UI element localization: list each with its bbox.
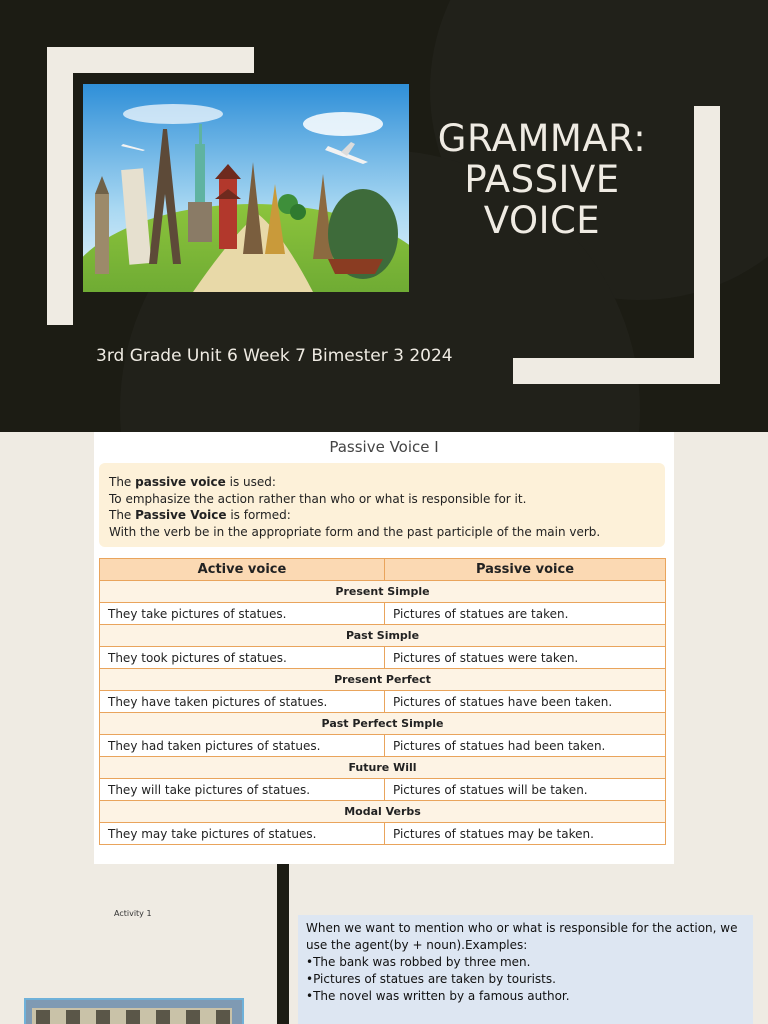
- table-header-row: [100, 559, 666, 581]
- tense-row: [100, 713, 666, 735]
- passive-cell: Pictures of statues are taken.: [385, 603, 666, 625]
- example-item: •The novel was written by a famous author.: [306, 989, 570, 1003]
- passive-cell: Pictures of statues have been taken.: [385, 691, 666, 713]
- column-header-passive: Passive voice: [385, 559, 666, 581]
- active-cell: They took pictures of statues.: [100, 647, 385, 669]
- tense-label: Present Perfect: [100, 669, 666, 691]
- active-cell: They will take pictures of statues.: [100, 779, 385, 801]
- passive-cell: Pictures of statues were taken.: [385, 647, 666, 669]
- active-cell: They had taken pictures of statues.: [100, 735, 385, 757]
- info-line: [109, 507, 655, 524]
- slide-title: [424, 118, 660, 241]
- example-item: •Pictures of statues are taken by tourists.: [306, 972, 556, 986]
- active-cell: They take pictures of statues.: [100, 603, 385, 625]
- table-row: [100, 735, 666, 757]
- agent-intro: When we want to mention who or what is responsible for the action, we use the agent(by + noun).Examples:: [306, 921, 738, 952]
- title-slide: [0, 0, 768, 432]
- frame-bracket-right-bottom: [513, 358, 720, 384]
- info-bold: Passive Voice: [135, 508, 227, 522]
- column-header-active: Active voice: [100, 559, 385, 581]
- frame-bracket-right: [694, 106, 720, 384]
- passive-voice-table-slide: [94, 432, 674, 864]
- title-line: VOICE: [483, 199, 601, 242]
- tense-label: Present Simple: [100, 581, 666, 603]
- tense-label: Modal Verbs: [100, 801, 666, 823]
- tense-label: Past Simple: [100, 625, 666, 647]
- info-bold: passive voice: [135, 475, 226, 489]
- passive-cell: Pictures of statues had been taken.: [385, 735, 666, 757]
- world-landmarks-image: [83, 84, 409, 292]
- info-text: is formed:: [226, 508, 291, 522]
- passive-cell: Pictures of statues will be taken.: [385, 779, 666, 801]
- info-text: The: [109, 508, 136, 522]
- table-row: [100, 647, 666, 669]
- tense-row: [100, 801, 666, 823]
- active-cell: They have taken pictures of statues.: [100, 691, 385, 713]
- info-line: [109, 474, 655, 491]
- table-row: [100, 691, 666, 713]
- frame-bracket-left-top: [47, 47, 254, 73]
- title-line: GRAMMAR:: [437, 117, 647, 160]
- info-text: The: [109, 475, 136, 489]
- title-line: PASSIVE: [464, 158, 620, 201]
- info-line: To emphasize the action rather than who or what is responsible for it.: [109, 491, 527, 506]
- tense-row: [100, 757, 666, 779]
- activity-label: Activity 1: [114, 909, 152, 918]
- passive-cell: Pictures of statues may be taken.: [385, 823, 666, 845]
- info-line: With the verb be in the appropriate form and the past participle of the main verb.: [109, 524, 601, 539]
- usage-info-box: [99, 463, 665, 547]
- activity-thumbnail-image: [24, 998, 244, 1024]
- slide-divider-bar: [277, 864, 289, 1024]
- table-row: [100, 779, 666, 801]
- info-text: is used:: [225, 475, 276, 489]
- tense-label: Past Perfect Simple: [100, 713, 666, 735]
- example-item: •The bank was robbed by three men.: [306, 955, 531, 969]
- slide-subtitle: 3rd Grade Unit 6 Week 7 Bimester 3 2024: [96, 346, 453, 366]
- frame-bracket-left: [47, 47, 73, 325]
- tense-row: [100, 581, 666, 603]
- agent-examples-box: [298, 915, 753, 1024]
- table-row: [100, 603, 666, 625]
- table-row: [100, 823, 666, 845]
- active-passive-table: [99, 558, 666, 845]
- tense-row: [100, 625, 666, 647]
- tense-row: [100, 669, 666, 691]
- section-heading: Passive Voice I: [329, 438, 439, 456]
- active-cell: They may take pictures of statues.: [100, 823, 385, 845]
- tense-label: Future Will: [100, 757, 666, 779]
